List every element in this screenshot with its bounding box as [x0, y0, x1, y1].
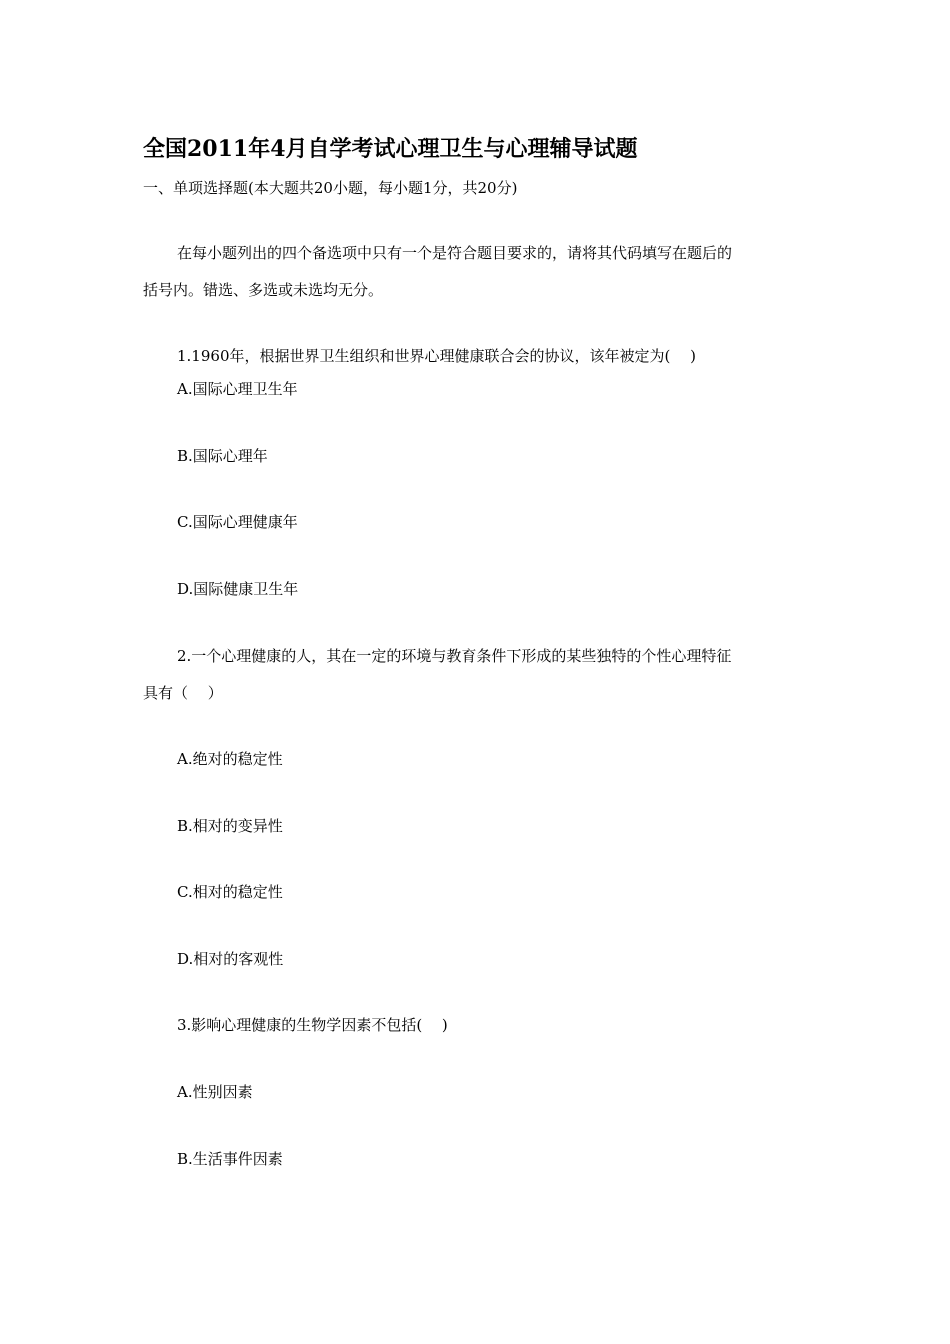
question-3-option-b: B.生活事件因素	[177, 1150, 283, 1168]
question-2-option-d: D.相对的客观性	[177, 950, 284, 968]
page-title: 全国2011年4月自学考试心理卫生与心理辅导试题	[143, 136, 638, 162]
question-2-stem-line-2: 具有（ ）	[143, 684, 223, 702]
question-1-option-a: A.国际心理卫生年	[177, 380, 298, 398]
section-heading: 一、单项选择题(本大题共20小题，每小题1分，共20分)	[143, 179, 518, 197]
question-3-option-a: A.性别因素	[177, 1083, 253, 1101]
question-1-option-c: C.国际心理健康年	[177, 513, 298, 531]
instructions-line-1: 在每小题列出的四个备选项中只有一个是符合题目要求的，请将其代码填写在题后的	[177, 244, 733, 262]
question-1-option-d: D.国际健康卫生年	[177, 580, 299, 598]
question-2-option-c: C.相对的稳定性	[177, 883, 283, 901]
question-3-stem: 3.影响心理健康的生物学因素不包括( )	[177, 1016, 448, 1034]
question-2-stem-line-1: 2.一个心理健康的人，其在一定的环境与教育条件下形成的某些独特的个性心理特征	[177, 647, 732, 665]
question-2-option-a: A.绝对的稳定性	[177, 750, 283, 768]
question-2-option-b: B.相对的变异性	[177, 817, 283, 835]
question-1-stem: 1.1960年，根据世界卫生组织和世界心理健康联合会的协议，该年被定为( )	[177, 347, 696, 365]
instructions-line-2: 括号内。错选、多选或未选均无分。	[143, 281, 384, 299]
question-1-option-b: B.国际心理年	[177, 447, 268, 465]
